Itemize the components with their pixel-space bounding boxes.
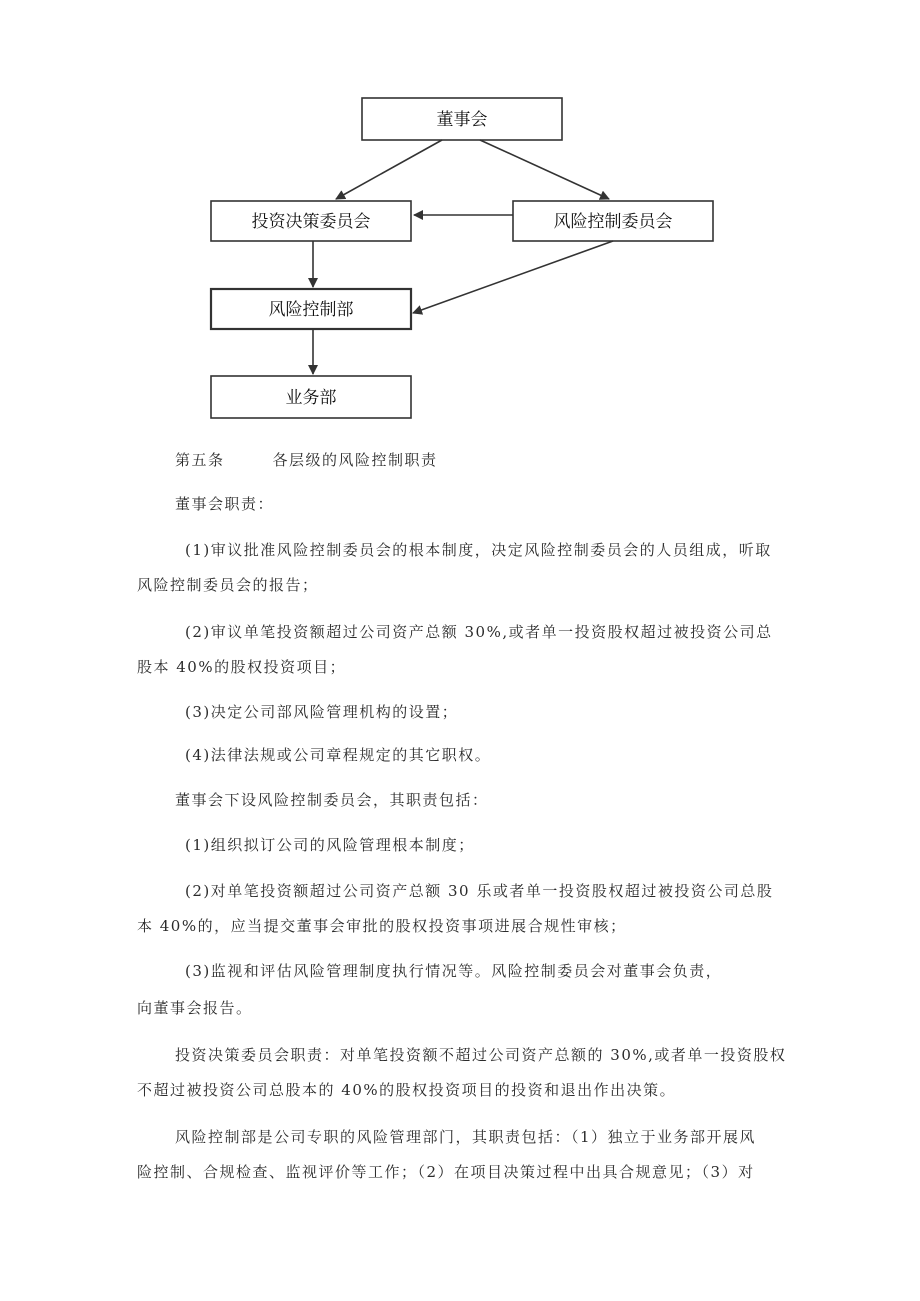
article-title: 各层级的风险控制职责	[272, 451, 438, 469]
board-item-1-line-2: 风险控制委员会的报告；	[137, 576, 319, 594]
arrow-board-to-risk-committee	[480, 140, 609, 199]
business-department-label: 业务部	[285, 388, 337, 408]
committee-item-2-line-2: 本 40%的，应当提交董事会审批的股权投资事项进展合规性审核；	[137, 917, 627, 935]
board-item-2-line-1: (2)审议单笔投资额超过公司资产总额 30%,或者单一投资股权超过被投资公司总	[185, 623, 773, 641]
article-number: 第五条	[175, 451, 225, 469]
committee-item-3-line-1: (3)监视和评估风险管理制度执行情况等。风险控制委员会对董事会负责，	[185, 962, 723, 980]
investment-committee-para-line-2: 不超过被投资公司总股本的 40%的股权投资项目的投资和退出作出决策。	[137, 1081, 677, 1099]
risk-department-node	[211, 289, 411, 329]
board-item-1-line-1: (1)审议批准风险控制委员会的根本制度，决定风险控制委员会的人员组成，听取	[185, 541, 772, 559]
org-chart	[0, 0, 920, 430]
risk-department-label: 风险控制部	[268, 300, 354, 320]
risk-dept-para-line-2: 险控制、合规检查、监视评价等工作；（2）在项目决策过程中出具合规意见；（3）对	[137, 1163, 755, 1181]
board-label: 董事会	[436, 110, 488, 130]
committee-item-2-line-1: (2)对单笔投资额超过公司资产总额 30 乐或者单一投资股权超过被投资公司总股	[185, 882, 774, 900]
investment-committee-para-line-1: 投资决策委员会职责：对单笔投资额不超过公司资产总额的 30%,或者单一投资股权	[175, 1046, 787, 1064]
arrow-risk-committee-to-risk-dept	[413, 241, 613, 313]
article-heading	[175, 450, 438, 470]
board-item-2-line-2: 股本 40%的股权投资项目；	[137, 658, 347, 676]
committee-item-1: (1)组织拟订公司的风险管理根本制度；	[185, 836, 475, 854]
risk-committee-label: 风险控制委员会	[553, 212, 673, 232]
investment-committee-node	[211, 201, 411, 241]
risk-committee-node	[513, 201, 713, 241]
board-duties-heading: 董事会职责：	[175, 495, 275, 513]
committee-item-3-line-2: 向董事会报告。	[137, 999, 253, 1017]
arrow-board-to-investment	[336, 140, 442, 199]
investment-committee-label: 投资决策委员会	[251, 212, 371, 232]
board-item-3: (3)决定公司部风险管理机构的设置；	[185, 703, 459, 721]
committee-duties-heading: 董事会下设风险控制委员会，其职责包括：	[175, 791, 489, 809]
business-department-node	[211, 376, 411, 418]
board-node	[362, 98, 562, 140]
board-item-4: (4)法律法规或公司章程规定的其它职权。	[185, 746, 492, 764]
risk-dept-para-line-1: 风险控制部是公司专职的风险管理部门，其职责包括：（1）独立于业务部开展风	[175, 1128, 757, 1146]
